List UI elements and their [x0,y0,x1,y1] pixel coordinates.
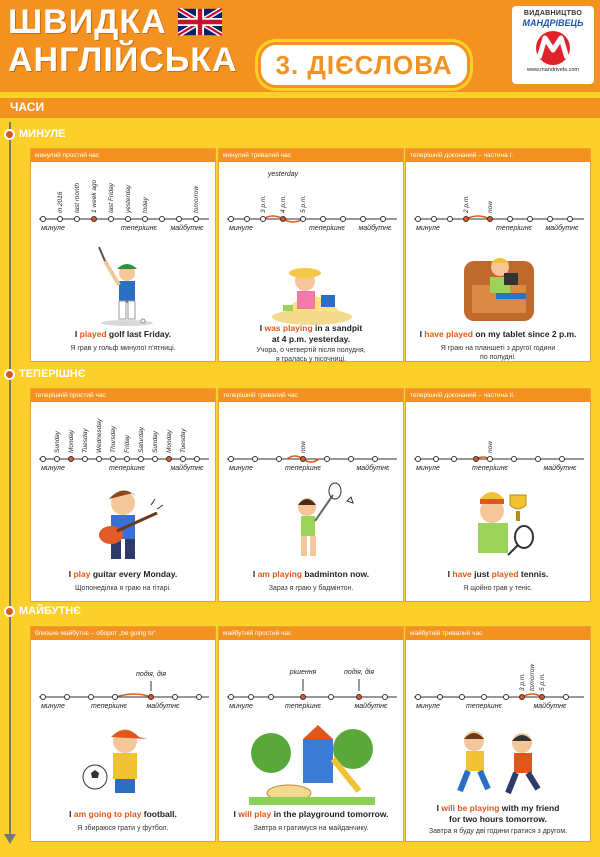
panel-title: майбутній тривалий час [406,627,590,640]
tick-label: tomorrow [529,663,536,691]
verb-highlight: am playing [257,569,302,579]
tick-label: 5 p.m. [539,672,546,691]
uk-flag-icon [178,8,222,36]
panel-past-simple [30,148,216,362]
verb-highlight: will play [238,809,272,819]
tick-label: now [487,441,494,453]
tick-label: 5 p.m. [300,194,307,213]
tick-label: 3 p.m. [519,672,526,691]
panel-present-perfect-1 [405,148,591,362]
tick-label: Tuesday [82,428,89,453]
verb-highlight: was playing [264,323,313,333]
tick-label: in 2016 [57,191,64,213]
event-label: подія, дія [344,669,374,676]
publisher-m-icon [531,30,575,66]
tick-label: Tuesday [180,428,187,453]
tick-label: 4 p.m. [280,194,287,213]
tick-label: Wednesday [96,418,103,453]
example-sentence: I am going to play football. [69,809,177,819]
tick-label: now [487,201,494,213]
timeline [35,645,213,715]
tick-label: yesterday [125,184,132,213]
translation: Зараз я граю у бадмінтон. [268,585,354,592]
label-present: теперішнє [308,225,346,232]
timeline [35,407,213,477]
section-dot-icon [4,129,15,140]
golfer-illustration [71,241,177,327]
label-future: майбутнє [146,703,180,710]
label-future: майбутнє [356,465,390,472]
tick-label: last Friday [108,183,115,213]
timeline [410,167,588,237]
label-future: майбутнє [170,465,204,472]
panel-future-simple [218,626,404,842]
tick-label: Saturday [138,426,145,453]
publisher-logo [512,6,594,84]
sandpit-girl-illustration [259,241,365,327]
label-present: теперішнє [465,703,503,710]
event-label: подія, дія [136,671,166,678]
verb-highlight: played [491,569,519,579]
translation: Я збираюся грати у футбол. [77,825,169,832]
panel-title: минулий простий час [31,149,215,162]
tenses-bar [0,98,600,118]
section-dot-icon [4,369,15,380]
example-sentence: I have played on my tablet since 2 p.m. [419,329,577,339]
tick-label: today [142,197,149,213]
publisher-top-label: ВИДАВНИЦТВО [523,10,583,17]
timeline [410,407,588,477]
translation: Я щойно грав у теніс. [463,585,533,592]
tick-label: Sunday [54,430,61,453]
verb-highlight: will be playing [441,803,500,813]
panel-future-continuous [405,626,591,842]
label-future: майбутнє [358,225,392,232]
section-future-label: МАЙБУТНЄ [19,605,81,617]
panel-present-continuous [218,388,404,602]
example-sentence: I was playing in a sandpit at 4 p.m. yesterday. [259,323,363,344]
example-sentence: I have just played tennis. [447,569,549,579]
label-past: минуле [416,703,440,710]
tick-label: Sunday [152,430,159,453]
label-past: минуле [41,703,65,710]
section-dot-icon [4,606,15,617]
verb-highlight: have [452,569,472,579]
timeline [223,407,401,477]
section-past [4,128,66,140]
example-sentence: I played golf last Friday. [74,329,172,339]
label-present: теперішнє [284,465,322,472]
label-present: теперішнє [108,465,146,472]
panel-title: теперішній простий час [31,389,215,402]
tick-label: last month [74,183,81,213]
label-future: майбутнє [545,225,579,232]
translation: Щопонеділка я граю на гітарі. [74,585,172,592]
example-sentence: I will play in the playground tomorrow. [233,809,389,819]
translation: Я граю на планшеті з другої години по полудні. [440,345,556,361]
label-past: минуле [229,703,253,710]
label-past: минуле [41,465,65,472]
playground-illustration [249,719,375,805]
panel-title: минулий тривалий час [219,149,403,162]
label-past: минуле [41,225,65,232]
label-past: минуле [416,465,440,472]
verb-highlight: play [73,569,91,579]
verb-highlight: played [79,329,107,339]
tick-label: 1 week ago [91,179,98,213]
timeline-arrow-line [9,122,11,840]
tick-label: 3 p.m. [260,194,267,213]
translation: Я грав у гольф минулої п'ятниці. [70,345,176,352]
title-line-2: АНГЛІЙСЬКА [8,41,238,79]
timeline [35,167,213,237]
label-present: теперішнє [284,703,322,710]
publisher-name: МАНДРІВЕЦЬ [522,18,584,28]
example-sentence: I will be playing with my friend for two hours tomorrow. [436,803,560,824]
panel-present-simple [30,388,216,602]
tick-label: 2 p.m. [463,194,470,213]
translation: Учора, о четвертій після полудня, я гралась у пісочниці. [256,347,366,363]
timeline [223,167,401,237]
title-line-1: ШВИДКА [8,3,167,41]
label-present: теперішнє [495,225,533,232]
verb-highlight: am going to play [73,809,142,819]
section-present-label: ТЕПЕРІШНЄ [19,368,86,380]
section-badge: 3. ДІЄСЛОВА [258,42,470,88]
timeline-arrow-head-icon [4,834,16,844]
label-future: майбутнє [170,225,204,232]
label-past: минуле [229,225,253,232]
header-banner [0,0,600,92]
panel-present-perfect-2 [405,388,591,602]
label-past: минуле [229,465,253,472]
timeline [223,645,401,715]
section-present [4,368,86,380]
tick-label: tomorrow [193,185,200,213]
publisher-url: www.mandrivets.com [527,67,579,73]
label-present: теперішнє [120,225,158,232]
panel-title: майбутній простий час [219,627,403,640]
timeline [410,645,588,715]
running-kids-illustration [446,719,552,805]
panel-be-going-to [30,626,216,842]
above-label: yesterday [267,171,299,178]
badminton-girl-illustration [259,481,365,567]
tick-label: Friday [124,434,131,453]
tick-label: Monday [68,429,75,453]
panel-past-continuous [218,148,404,362]
tick-label: now [300,441,307,453]
translation: Завтра я буду дві години гратися з другом. [428,828,568,835]
label-future: майбутнє [354,703,388,710]
panel-title: близьке майбутнє – оборот „be going to“ [31,627,215,640]
decision-label: рішення [289,669,317,676]
panel-title: теперішній доконаний – частина II. [406,389,590,402]
translation: Завтра я гратимуся на майданчику. [253,825,369,832]
example-sentence: I play guitar every Monday. [68,569,178,579]
football-boy-illustration [71,719,177,805]
tenses-label: ЧАСИ [10,100,45,114]
label-present: теперішнє [471,465,509,472]
section-past-label: МИНУЛЕ [19,128,66,140]
verb-highlight: have played [424,329,473,339]
label-present: теперішнє [90,703,128,710]
tick-label: Monday [166,429,173,453]
label-future: майбутнє [533,703,567,710]
example-sentence: I am playing badminton now. [252,569,370,579]
label-past: минуле [416,225,440,232]
tennis-trophy-illustration [446,481,552,567]
tick-label: Thursday [110,425,117,453]
guitar-boy-illustration [71,481,177,567]
label-future: майбутнє [543,465,577,472]
section-future [4,605,81,617]
tablet-boy-illustration [446,241,552,327]
panel-title: теперішній тривалий час [219,389,403,402]
panel-title: теперішній доконаний – частина I. [406,149,590,162]
